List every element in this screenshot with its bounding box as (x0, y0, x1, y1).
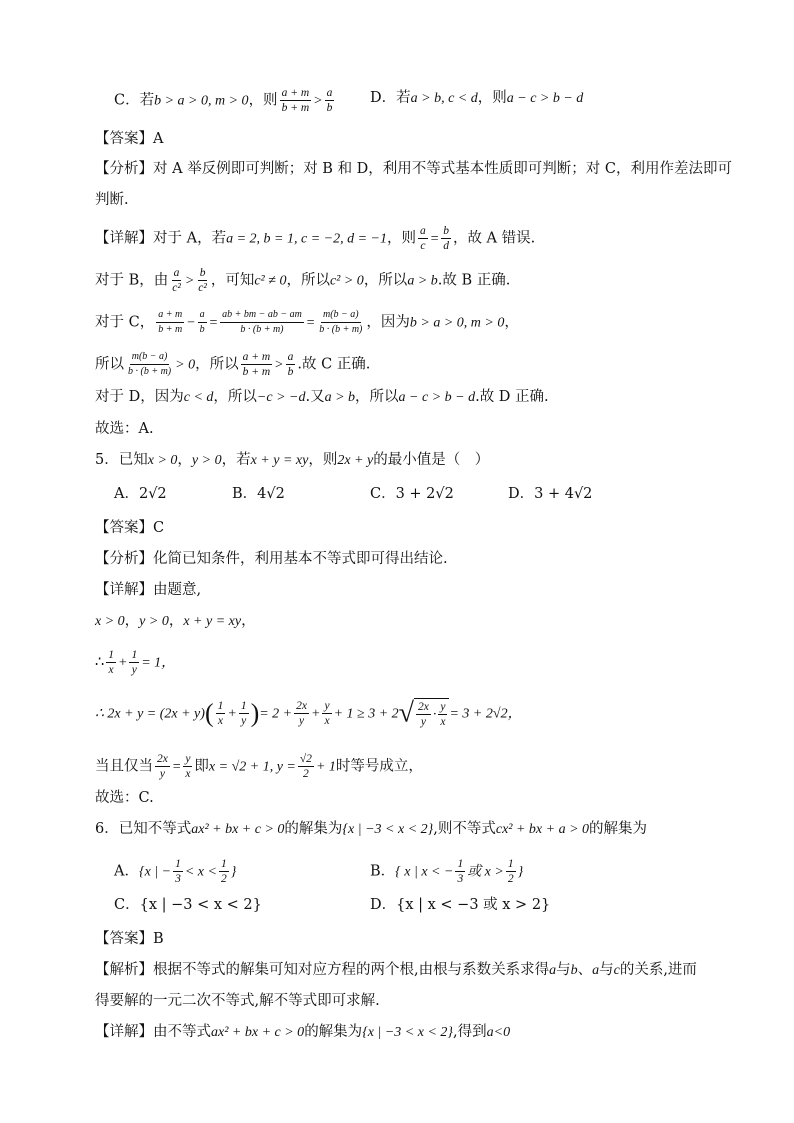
answer-tag: 【答案】 (95, 931, 153, 947)
text: ，则 (248, 92, 278, 109)
answer-line (95, 518, 164, 538)
fraction: $\frac{1}{y}$ (131, 649, 138, 676)
detail-reciprocal: ∴ $\frac{1}{x}$ + $\frac{1}{y}$ = 1， (95, 649, 176, 676)
analysis-line: 【分析】化简已知条件，利用基本不等式即可得出结论. (95, 551, 448, 567)
answer-tag: 【答案】 (95, 131, 153, 147)
option-d: D．3 + 4√2 (508, 486, 593, 502)
detail-line-d: 对于 D，因为c < d，所以−c > −d.又a > b，所以a − c > b − d.故 D 正确. (95, 389, 549, 405)
math: b > a > 0, m > 0 (154, 93, 249, 109)
explanation-line-2: 得要解的一元二次不等式,解不等式即可求解. (95, 993, 380, 1009)
radicand: $\frac{2x}{y}$ · $\frac{y}{x}$ (414, 698, 449, 729)
question-6: 6．已知不等式ax² + bx + c > 0的解集为{x | −3 < x < 2},则不等式cx² + bx + a > 0的解集为 (95, 821, 648, 837)
fraction: $\frac{a + m}{b + m}$ (158, 309, 183, 335)
fraction: $\frac{b}{d}$ (443, 225, 449, 252)
fraction: $\frac{1}{x}$ (217, 700, 224, 727)
fraction: $\frac{y}{x}$ (324, 700, 330, 727)
detail-tag: 【详解】 (95, 230, 153, 247)
fraction: $\frac{y}{x}$ (185, 753, 191, 780)
option-c-label: C．若 (114, 92, 155, 109)
detail-equality: 当且仅当 $\frac{2x}{y}$ = $\frac{y}{x}$ 即x = √2 + 1, y = $\frac{√2}{2}$ + 1时等号成立， (95, 753, 423, 780)
choose-line: 故选：A. (95, 421, 154, 437)
detail-line-a: 【详解】对于 A，若a = 2, b = 1, c = −2, d = −1，则 $\frac{a}{c}$ = $\frac{b}{d}$ ，故 A 错误. (95, 225, 536, 252)
analysis-line: 【分析】对 A 举反例即可判断；对 B 和 D，利用不等式基本性质即可判断；对 C，利用作差法即可 (95, 161, 732, 177)
fraction: $\frac{1}{2}$ (220, 858, 227, 885)
fraction: $\frac{a}{b}$ (287, 351, 294, 378)
answer-line (95, 129, 163, 149)
fraction: $\frac{2x}{y}$ (157, 753, 168, 780)
answer-value: A (153, 131, 164, 147)
answer-value: B (153, 931, 164, 947)
fraction: $\frac{y}{x}$ (440, 701, 446, 728)
fraction: $\frac{a}{b}$ (326, 87, 333, 114)
option-6-c: C．{x | −3 < x < 2} (114, 897, 262, 913)
fraction: $\frac{a + m}{b + m}$ (281, 87, 310, 114)
fraction: $\frac{m(b - a)}{b \cdot (b + m)}$ (128, 351, 172, 377)
fraction: $\frac{m(b - a)}{b \cdot (b + m)}$ (319, 309, 363, 335)
detail-tag: 【详解】 (95, 582, 153, 598)
fraction: $\frac{1}{3}$ (175, 858, 181, 885)
option-d-label: D．若 (370, 90, 411, 106)
analysis-tag: 【分析】 (95, 161, 153, 177)
question-5: 5．已知x > 0，y > 0，若x + y = xy，则2x + y的最小值是（ ） (95, 452, 490, 468)
choose-line: 故选：C. (95, 790, 154, 806)
option-d-prev: D．若a > b, c < d，则a − c > b − d (370, 90, 584, 106)
answer-value: C (153, 520, 165, 536)
fraction: $\frac{a}{\text{c²}}$ (172, 267, 181, 294)
option-6-d: D．{x | x < −3 或 x > 2} (370, 897, 551, 913)
detail-line: 【详解】由不等式ax² + bx + c > 0的解集为{x | −3 < x < 2},得到a<0 (95, 1024, 511, 1040)
fraction: $\frac{√2}{2}$ (299, 753, 312, 780)
analysis-tag: 【分析】 (95, 551, 153, 567)
detail-line-c2: 所以 $\frac{m(b - a)}{b \cdot (b + m)}$ > 0，所以 $\frac{a + m}{b + m}$ > $\frac{a}{b}$ .故 C 正确. (95, 351, 371, 378)
option-6-a: A．{x | − $\frac{1}{3}$ < x < $\frac{1}{2}$ } (114, 858, 237, 885)
detail-line-b: 对于 B，由 $\frac{a}{\text{c²}}$ > $\frac{b}{\text{c²}}$ ，可知c² ≠ 0，所以c² > 0，所以a > b.故 B 正确. (95, 267, 511, 294)
detail-inequality: ∴ 2x + y = (2x + y)( $\frac{1}{x}$ + $\frac{1}{y}$ )= 2 + $\frac{2x}{y}$ + $\frac{y}{x}$ + 1 ≥ 3 + 2√ $\frac{2x}{y}$ · $\frac{y}{x}$ = 3 + 2√2， (95, 697, 522, 729)
fraction: $\frac{2x}{y}$ (296, 700, 307, 727)
option-b: B．4√2 (232, 486, 285, 502)
answer-line (95, 929, 164, 949)
fraction: $\frac{1}{y}$ (240, 700, 247, 727)
explanation-line: 【解析】根据不等式的解集可知对应方程的两个根,由根与系数关系求得a与b、a与c的关系,进而 (95, 962, 697, 978)
fraction: $\frac{1}{2}$ (507, 858, 514, 885)
detail-tag: 【详解】 (95, 1024, 153, 1040)
fraction: $\frac{a + m}{b + m}$ (242, 351, 271, 378)
explanation-tag: 【解析】 (95, 962, 153, 978)
analysis-line-2: 判断. (95, 192, 129, 208)
fraction: $\frac{b}{\text{c²}}$ (198, 267, 207, 294)
detail-line: 【详解】由题意, (95, 582, 202, 598)
answer-tag: 【答案】 (95, 520, 153, 536)
option-a: A．2√2 (114, 486, 167, 502)
detail-conditions: x > 0，y > 0，x + y = xy， (95, 613, 256, 629)
option-6-b: B．{ x | x < − $\frac{1}{3}$ 或 x > $\frac{1}{2}$ } (370, 858, 524, 885)
option-c: C．3 + 2√2 (370, 486, 454, 502)
fraction: $\frac{a}{c}$ (420, 225, 426, 252)
fraction: $\frac{1}{x}$ (108, 649, 114, 676)
fraction: $\frac{2x}{y}$ (418, 701, 429, 728)
fraction: $\frac{1}{3}$ (457, 858, 464, 885)
detail-line-c: 对于 C， $\frac{a + m}{b + m}$ − $\frac{a}{b}$ = $\frac{ab + bm - ab - am}{b \cdot (b + m)}$ = $\frac{m(b - a)}{b \cdot (b + m)}$ ，因为b > a > 0, m > 0， (95, 309, 519, 335)
fraction: $\frac{a}{b}$ (199, 309, 205, 335)
option-c-prev: C．若b > a > 0, m > 0，则 $\frac{a + m}{b + m}$ > $\frac{a}{b}$ (114, 87, 333, 114)
fraction: $\frac{ab + bm - ab - am}{b \cdot (b + m)}$ (222, 309, 302, 335)
